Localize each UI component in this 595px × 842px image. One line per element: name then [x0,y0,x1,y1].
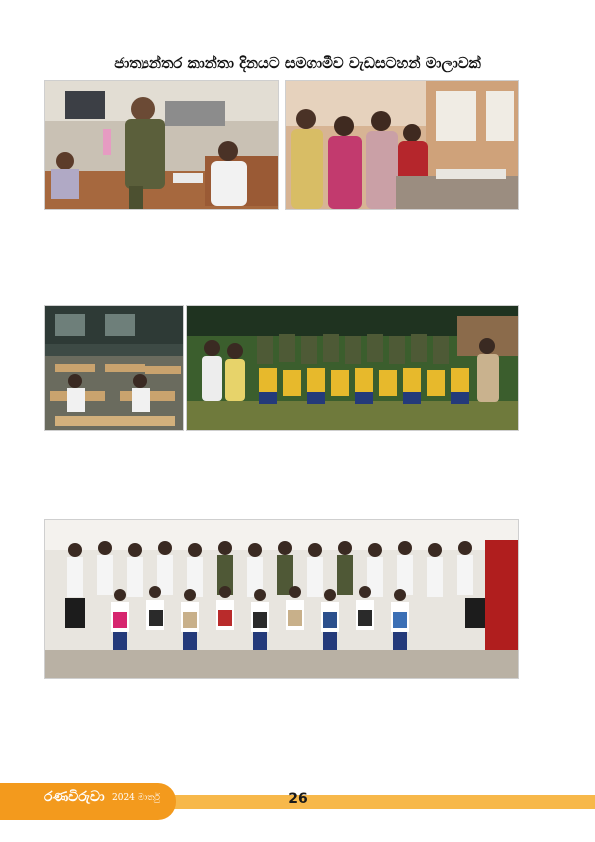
issue-date: 2024 මාර්තු [112,793,160,803]
page-title: ජාත්‍යන්තර කාන්තා දිනයට සමගාමීව වැඩසටහන් මාලාවක් [114,54,481,72]
photo-students-at-desks [44,305,184,431]
photo-schoolchildren-with-bags [44,519,519,679]
photo-soldier-handing-item [44,80,279,210]
photo-women-serving-food [285,80,519,210]
photo-group-outdoor [186,305,519,431]
magazine-name: රණවිරුවා [44,789,105,805]
page-number: 26 [288,791,308,807]
page-footer [0,783,595,820]
